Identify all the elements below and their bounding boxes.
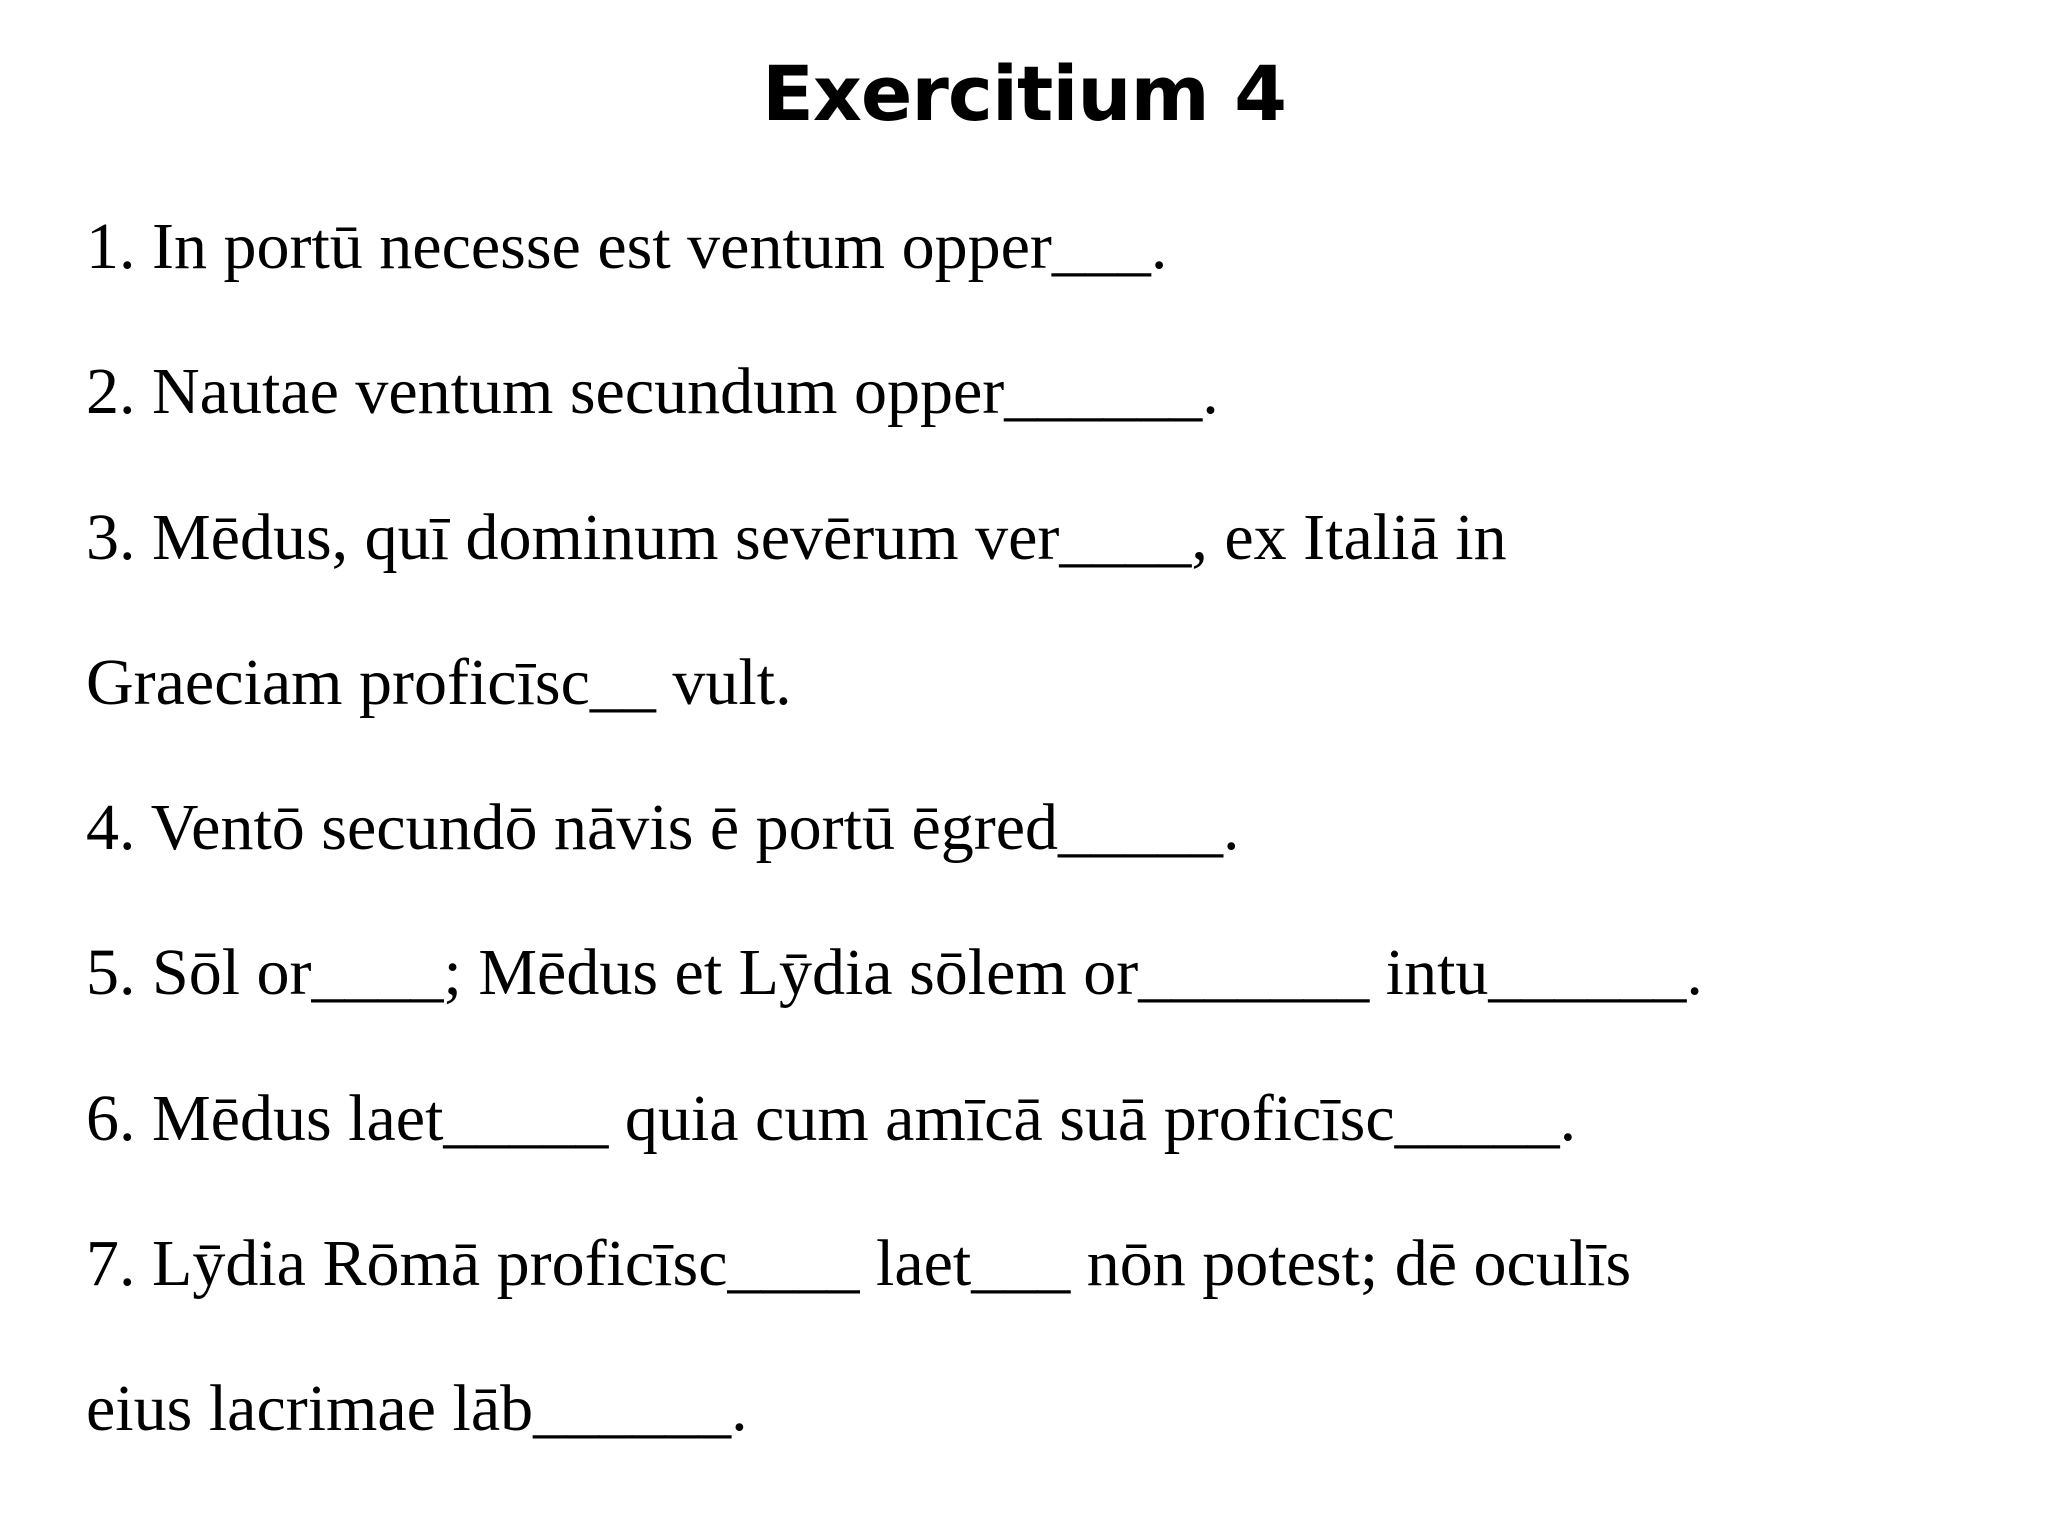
exercise-line-1: 1. In portū necesse est ventum opper___. — [86, 210, 1168, 283]
page-title: Exercitium 4 — [761, 49, 1287, 138]
exercise-line-4: 4. Ventō secundō nāvis ē portū ēgred_____. — [86, 791, 1240, 864]
exercise-line-3-continued: Graeciam proficīsc__ vult. — [86, 646, 792, 719]
exercise-line-6: 6. Mēdus laet_____ quia cum amīcā suā proficīsc_____. — [86, 1082, 1577, 1155]
exercise-line-7-continued: eius lacrimae lāb______. — [86, 1372, 748, 1445]
exercise-line-2: 2. Nautae ventum secundum opper______. — [86, 355, 1219, 428]
exercise-line-5: 5. Sōl or____; Mēdus et Lȳdia sōlem or_______ intu______. — [86, 936, 1703, 1009]
exercise-line-7: 7. Lȳdia Rōmā proficīsc____ laet___ nōn potest; dē oculīs — [86, 1227, 1632, 1300]
exercise-line-3: 3. Mēdus, quī dominum sevērum ver____, ex Italiā in — [86, 501, 1507, 574]
